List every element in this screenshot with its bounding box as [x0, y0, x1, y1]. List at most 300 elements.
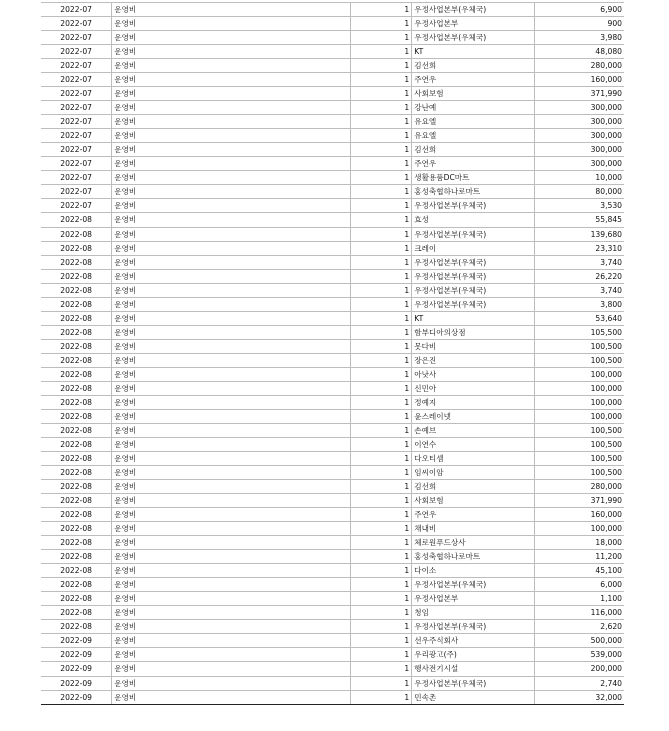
- count-cell: 1: [351, 311, 412, 325]
- amount-cell: 100,000: [534, 381, 624, 395]
- vendor-cell: 크레이: [412, 241, 534, 255]
- amount-cell: 280,000: [534, 59, 624, 73]
- table-row: [41, 269, 624, 283]
- count-cell: 1: [351, 662, 412, 676]
- table-row: [41, 620, 624, 634]
- count-cell: 1: [351, 129, 412, 143]
- category-cell: 운영비: [112, 437, 351, 451]
- count-cell: 1: [351, 564, 412, 578]
- table-row: [41, 129, 624, 143]
- table-row: [41, 45, 624, 59]
- count-cell: 1: [351, 73, 412, 87]
- category-cell: 운영비: [112, 480, 351, 494]
- table-row: [41, 452, 624, 466]
- table-row: [41, 437, 624, 451]
- count-cell: 1: [351, 31, 412, 45]
- vendor-cell: 우정사업본부(우체국): [412, 578, 534, 592]
- amount-cell: 26,220: [534, 269, 624, 283]
- month-cell: 2022-08: [41, 409, 112, 423]
- vendor-cell: 우정사업본부(우체국): [412, 676, 534, 690]
- month-cell: 2022-08: [41, 423, 112, 437]
- month-cell: 2022-08: [41, 213, 112, 227]
- category-cell: 운영비: [112, 339, 351, 353]
- month-cell: 2022-07: [41, 199, 112, 213]
- amount-cell: 100,500: [534, 353, 624, 367]
- count-cell: 1: [351, 381, 412, 395]
- vendor-cell: 아낫사: [412, 367, 534, 381]
- vendor-cell: 주연우: [412, 157, 534, 171]
- count-cell: 1: [351, 690, 412, 704]
- month-cell: 2022-07: [41, 185, 112, 199]
- category-cell: 운영비: [112, 452, 351, 466]
- vendor-cell: 김선희: [412, 59, 534, 73]
- month-cell: 2022-08: [41, 381, 112, 395]
- table-row: [41, 676, 624, 690]
- table-row: [41, 606, 624, 620]
- month-cell: 2022-08: [41, 480, 112, 494]
- amount-cell: 11,200: [534, 550, 624, 564]
- month-cell: 2022-08: [41, 269, 112, 283]
- table-row: [41, 395, 624, 409]
- category-cell: 운영비: [112, 381, 351, 395]
- category-cell: 운영비: [112, 634, 351, 648]
- month-cell: 2022-08: [41, 494, 112, 508]
- category-cell: 운영비: [112, 606, 351, 620]
- count-cell: 1: [351, 325, 412, 339]
- table-row: [41, 227, 624, 241]
- vendor-cell: 장은진: [412, 353, 534, 367]
- month-cell: 2022-08: [41, 255, 112, 269]
- month-cell: 2022-08: [41, 564, 112, 578]
- count-cell: 1: [351, 283, 412, 297]
- month-cell: 2022-08: [41, 522, 112, 536]
- month-cell: 2022-08: [41, 241, 112, 255]
- table-row: [41, 550, 624, 564]
- month-cell: 2022-08: [41, 606, 112, 620]
- count-cell: 1: [351, 452, 412, 466]
- count-cell: 1: [351, 606, 412, 620]
- vendor-cell: 채내비: [412, 522, 534, 536]
- table-row: [41, 31, 624, 45]
- category-cell: 운영비: [112, 662, 351, 676]
- vendor-cell: 우리광고(주): [412, 648, 534, 662]
- month-cell: 2022-08: [41, 353, 112, 367]
- amount-cell: 139,680: [534, 227, 624, 241]
- amount-cell: 3,530: [534, 199, 624, 213]
- category-cell: 운영비: [112, 592, 351, 606]
- table-row: [41, 564, 624, 578]
- category-cell: 운영비: [112, 199, 351, 213]
- vendor-cell: 유요엘: [412, 129, 534, 143]
- category-cell: 운영비: [112, 59, 351, 73]
- count-cell: 1: [351, 353, 412, 367]
- vendor-cell: 윤스레이넷: [412, 409, 534, 423]
- vendor-cell: 홍성축협하나로마트: [412, 550, 534, 564]
- table-row: [41, 171, 624, 185]
- amount-cell: 18,000: [534, 536, 624, 550]
- amount-cell: 6,900: [534, 3, 624, 17]
- category-cell: 운영비: [112, 87, 351, 101]
- count-cell: 1: [351, 17, 412, 31]
- table-row: [41, 199, 624, 213]
- table-row: [41, 592, 624, 606]
- category-cell: 운영비: [112, 367, 351, 381]
- month-cell: 2022-07: [41, 31, 112, 45]
- table-row: [41, 494, 624, 508]
- amount-cell: 48,080: [534, 45, 624, 59]
- count-cell: 1: [351, 634, 412, 648]
- amount-cell: 539,000: [534, 648, 624, 662]
- amount-cell: 100,500: [534, 437, 624, 451]
- month-cell: 2022-08: [41, 592, 112, 606]
- amount-cell: 3,800: [534, 297, 624, 311]
- category-cell: 운영비: [112, 129, 351, 143]
- table-row: [41, 311, 624, 325]
- amount-cell: 371,990: [534, 87, 624, 101]
- count-cell: 1: [351, 437, 412, 451]
- category-cell: 운영비: [112, 143, 351, 157]
- table-row: [41, 367, 624, 381]
- month-cell: 2022-07: [41, 73, 112, 87]
- table-row: [41, 662, 624, 676]
- category-cell: 운영비: [112, 157, 351, 171]
- count-cell: 1: [351, 367, 412, 381]
- table-row: [41, 297, 624, 311]
- table-row: [41, 339, 624, 353]
- amount-cell: 45,100: [534, 564, 624, 578]
- amount-cell: 280,000: [534, 480, 624, 494]
- table-row: [41, 115, 624, 129]
- category-cell: 운영비: [112, 676, 351, 690]
- category-cell: 운영비: [112, 508, 351, 522]
- amount-cell: 3,740: [534, 255, 624, 269]
- vendor-cell: 선우주식회사: [412, 634, 534, 648]
- table-row: [41, 101, 624, 115]
- month-cell: 2022-09: [41, 648, 112, 662]
- count-cell: 1: [351, 45, 412, 59]
- count-cell: 1: [351, 550, 412, 564]
- month-cell: 2022-08: [41, 367, 112, 381]
- month-cell: 2022-07: [41, 17, 112, 31]
- month-cell: 2022-08: [41, 550, 112, 564]
- amount-cell: 80,000: [534, 185, 624, 199]
- vendor-cell: 생활용품DC마트: [412, 171, 534, 185]
- count-cell: 1: [351, 578, 412, 592]
- count-cell: 1: [351, 494, 412, 508]
- table-row: [41, 578, 624, 592]
- vendor-cell: 임씨이암: [412, 466, 534, 480]
- vendor-cell: 효성: [412, 213, 534, 227]
- count-cell: 1: [351, 466, 412, 480]
- vendor-cell: 정예지: [412, 395, 534, 409]
- table-row: [41, 648, 624, 662]
- vendor-cell: 체로원푸드상사: [412, 536, 534, 550]
- amount-cell: 160,000: [534, 508, 624, 522]
- table-row: [41, 381, 624, 395]
- amount-cell: 32,000: [534, 690, 624, 704]
- count-cell: 1: [351, 297, 412, 311]
- count-cell: 1: [351, 409, 412, 423]
- month-cell: 2022-09: [41, 676, 112, 690]
- vendor-cell: 우정사업본부(우체국): [412, 283, 534, 297]
- category-cell: 운영비: [112, 550, 351, 564]
- amount-cell: 53,640: [534, 311, 624, 325]
- month-cell: 2022-08: [41, 620, 112, 634]
- amount-cell: 100,500: [534, 339, 624, 353]
- count-cell: 1: [351, 676, 412, 690]
- category-cell: 운영비: [112, 578, 351, 592]
- count-cell: 1: [351, 59, 412, 73]
- vendor-cell: 못다비: [412, 339, 534, 353]
- category-cell: 운영비: [112, 409, 351, 423]
- table-row: [41, 73, 624, 87]
- count-cell: 1: [351, 241, 412, 255]
- category-cell: 운영비: [112, 690, 351, 704]
- count-cell: 1: [351, 508, 412, 522]
- amount-cell: 100,500: [534, 452, 624, 466]
- ledger-body: [41, 3, 624, 705]
- amount-cell: 300,000: [534, 115, 624, 129]
- count-cell: 1: [351, 395, 412, 409]
- category-cell: 운영비: [112, 3, 351, 17]
- month-cell: 2022-07: [41, 157, 112, 171]
- vendor-cell: 손예브: [412, 423, 534, 437]
- vendor-cell: 함부디아의상점: [412, 325, 534, 339]
- category-cell: 운영비: [112, 494, 351, 508]
- count-cell: 1: [351, 480, 412, 494]
- count-cell: 1: [351, 199, 412, 213]
- month-cell: 2022-08: [41, 283, 112, 297]
- count-cell: 1: [351, 157, 412, 171]
- table-row: [41, 522, 624, 536]
- category-cell: 운영비: [112, 353, 351, 367]
- count-cell: 1: [351, 620, 412, 634]
- category-cell: 운영비: [112, 423, 351, 437]
- category-cell: 운영비: [112, 227, 351, 241]
- month-cell: 2022-08: [41, 311, 112, 325]
- count-cell: 1: [351, 522, 412, 536]
- amount-cell: 300,000: [534, 143, 624, 157]
- month-cell: 2022-07: [41, 129, 112, 143]
- vendor-cell: 우정사업본부: [412, 17, 534, 31]
- amount-cell: 2,620: [534, 620, 624, 634]
- category-cell: 운영비: [112, 45, 351, 59]
- amount-cell: 55,845: [534, 213, 624, 227]
- vendor-cell: 우정사업본부: [412, 592, 534, 606]
- table-row: [41, 423, 624, 437]
- table-row: [41, 3, 624, 17]
- category-cell: 운영비: [112, 564, 351, 578]
- category-cell: 운영비: [112, 311, 351, 325]
- category-cell: 운영비: [112, 255, 351, 269]
- amount-cell: 23,310: [534, 241, 624, 255]
- category-cell: 운영비: [112, 185, 351, 199]
- month-cell: 2022-08: [41, 297, 112, 311]
- month-cell: 2022-07: [41, 115, 112, 129]
- vendor-cell: 우정사업본부(우체국): [412, 227, 534, 241]
- month-cell: 2022-08: [41, 508, 112, 522]
- month-cell: 2022-08: [41, 325, 112, 339]
- category-cell: 운영비: [112, 73, 351, 87]
- month-cell: 2022-07: [41, 87, 112, 101]
- category-cell: 운영비: [112, 466, 351, 480]
- count-cell: 1: [351, 648, 412, 662]
- vendor-cell: 민속촌: [412, 690, 534, 704]
- category-cell: 운영비: [112, 213, 351, 227]
- amount-cell: 100,000: [534, 409, 624, 423]
- amount-cell: 100,500: [534, 423, 624, 437]
- month-cell: 2022-08: [41, 395, 112, 409]
- vendor-cell: 이연수: [412, 437, 534, 451]
- vendor-cell: 홍성축협하나로마트: [412, 185, 534, 199]
- amount-cell: 116,000: [534, 606, 624, 620]
- month-cell: 2022-08: [41, 536, 112, 550]
- amount-cell: 2,740: [534, 676, 624, 690]
- vendor-cell: 다이소: [412, 564, 534, 578]
- month-cell: 2022-08: [41, 339, 112, 353]
- amount-cell: 371,990: [534, 494, 624, 508]
- amount-cell: 3,980: [534, 31, 624, 45]
- amount-cell: 6,000: [534, 578, 624, 592]
- month-cell: 2022-08: [41, 578, 112, 592]
- vendor-cell: 우정사업본부(우체국): [412, 3, 534, 17]
- amount-cell: 100,000: [534, 367, 624, 381]
- amount-cell: 1,100: [534, 592, 624, 606]
- count-cell: 1: [351, 227, 412, 241]
- vendor-cell: 청임: [412, 606, 534, 620]
- vendor-cell: 김선희: [412, 143, 534, 157]
- vendor-cell: 김선희: [412, 480, 534, 494]
- amount-cell: 300,000: [534, 129, 624, 143]
- category-cell: 운영비: [112, 648, 351, 662]
- amount-cell: 160,000: [534, 73, 624, 87]
- vendor-cell: KT: [412, 311, 534, 325]
- count-cell: 1: [351, 536, 412, 550]
- table-row: [41, 59, 624, 73]
- table-row: [41, 353, 624, 367]
- category-cell: 운영비: [112, 171, 351, 185]
- category-cell: 운영비: [112, 269, 351, 283]
- count-cell: 1: [351, 3, 412, 17]
- vendor-cell: 강난예: [412, 101, 534, 115]
- table-row: [41, 480, 624, 494]
- amount-cell: 300,000: [534, 157, 624, 171]
- vendor-cell: 신민아: [412, 381, 534, 395]
- table-row: [41, 634, 624, 648]
- month-cell: 2022-07: [41, 171, 112, 185]
- count-cell: 1: [351, 592, 412, 606]
- month-cell: 2022-07: [41, 101, 112, 115]
- category-cell: 운영비: [112, 395, 351, 409]
- category-cell: 운영비: [112, 325, 351, 339]
- amount-cell: 200,000: [534, 662, 624, 676]
- count-cell: 1: [351, 101, 412, 115]
- table-row: [41, 409, 624, 423]
- vendor-cell: 우정사업본부(우체국): [412, 255, 534, 269]
- count-cell: 1: [351, 269, 412, 283]
- table-row: [41, 255, 624, 269]
- category-cell: 운영비: [112, 536, 351, 550]
- month-cell: 2022-09: [41, 662, 112, 676]
- vendor-cell: 주연우: [412, 73, 534, 87]
- table-row: [41, 508, 624, 522]
- table-row: [41, 87, 624, 101]
- month-cell: 2022-09: [41, 634, 112, 648]
- amount-cell: 3,740: [534, 283, 624, 297]
- count-cell: 1: [351, 423, 412, 437]
- vendor-cell: 행사전기시설: [412, 662, 534, 676]
- vendor-cell: 사회보험: [412, 87, 534, 101]
- amount-cell: 100,500: [534, 466, 624, 480]
- month-cell: 2022-08: [41, 437, 112, 451]
- table-row: [41, 17, 624, 31]
- table-row: [41, 157, 624, 171]
- count-cell: 1: [351, 213, 412, 227]
- expense-ledger-table: [41, 2, 624, 705]
- table-row: [41, 690, 624, 704]
- month-cell: 2022-07: [41, 45, 112, 59]
- count-cell: 1: [351, 171, 412, 185]
- count-cell: 1: [351, 143, 412, 157]
- amount-cell: 500,000: [534, 634, 624, 648]
- count-cell: 1: [351, 87, 412, 101]
- category-cell: 운영비: [112, 101, 351, 115]
- vendor-cell: 다오티셈: [412, 452, 534, 466]
- vendor-cell: 우정사업본부(우체국): [412, 31, 534, 45]
- vendor-cell: 유요엘: [412, 115, 534, 129]
- vendor-cell: 우정사업본부(우체국): [412, 199, 534, 213]
- vendor-cell: 사회보험: [412, 494, 534, 508]
- amount-cell: 100,000: [534, 395, 624, 409]
- month-cell: 2022-08: [41, 452, 112, 466]
- amount-cell: 105,500: [534, 325, 624, 339]
- category-cell: 운영비: [112, 31, 351, 45]
- category-cell: 운영비: [112, 297, 351, 311]
- category-cell: 운영비: [112, 17, 351, 31]
- month-cell: 2022-08: [41, 466, 112, 480]
- count-cell: 1: [351, 255, 412, 269]
- category-cell: 운영비: [112, 283, 351, 297]
- month-cell: 2022-07: [41, 143, 112, 157]
- month-cell: 2022-09: [41, 690, 112, 704]
- table-row: [41, 241, 624, 255]
- amount-cell: 300,000: [534, 101, 624, 115]
- amount-cell: 900: [534, 17, 624, 31]
- category-cell: 운영비: [112, 522, 351, 536]
- vendor-cell: 우정사업본부(우체국): [412, 620, 534, 634]
- month-cell: 2022-08: [41, 227, 112, 241]
- vendor-cell: 우정사업본부(우체국): [412, 297, 534, 311]
- vendor-cell: KT: [412, 45, 534, 59]
- category-cell: 운영비: [112, 115, 351, 129]
- table-row: [41, 143, 624, 157]
- month-cell: 2022-07: [41, 59, 112, 73]
- count-cell: 1: [351, 115, 412, 129]
- category-cell: 운영비: [112, 620, 351, 634]
- table-row: [41, 536, 624, 550]
- table-row: [41, 283, 624, 297]
- table-row: [41, 466, 624, 480]
- month-cell: 2022-07: [41, 3, 112, 17]
- table-row: [41, 213, 624, 227]
- category-cell: 운영비: [112, 241, 351, 255]
- vendor-cell: 주연우: [412, 508, 534, 522]
- amount-cell: 100,000: [534, 522, 624, 536]
- count-cell: 1: [351, 185, 412, 199]
- count-cell: 1: [351, 339, 412, 353]
- amount-cell: 10,000: [534, 171, 624, 185]
- table-row: [41, 185, 624, 199]
